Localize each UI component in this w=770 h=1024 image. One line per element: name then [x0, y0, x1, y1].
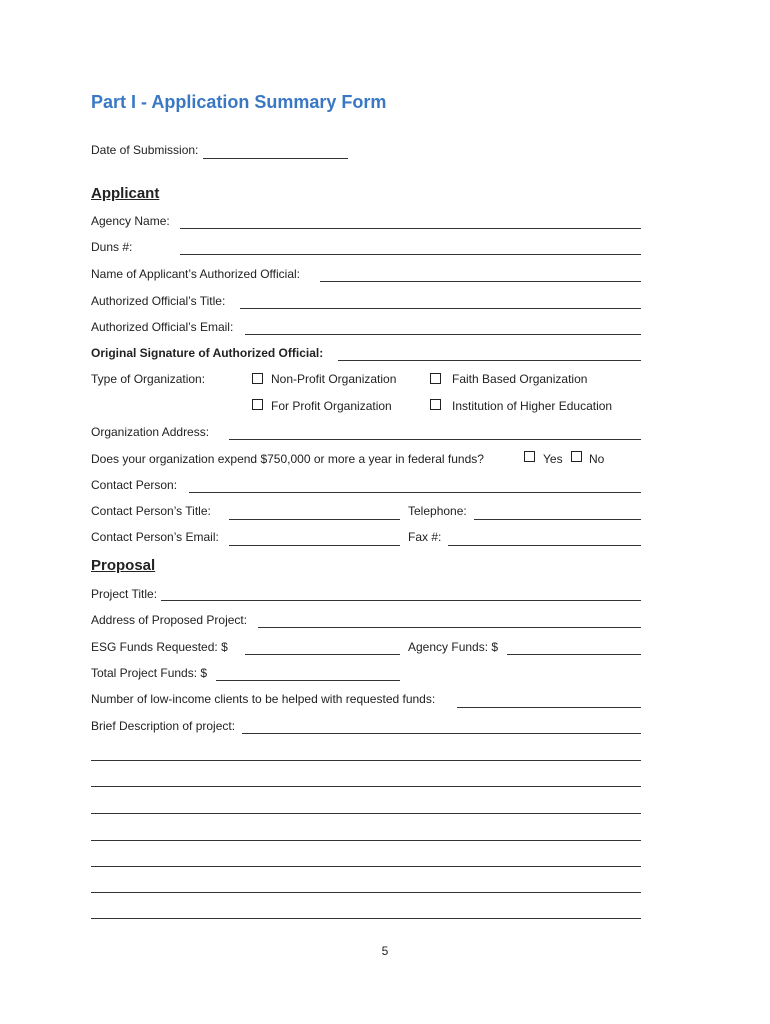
project-title-field[interactable]	[161, 600, 641, 601]
fax-field[interactable]	[448, 545, 641, 546]
page-number: 5	[381, 944, 389, 958]
proposal-heading: Proposal	[91, 557, 156, 574]
contact-person-field[interactable]	[189, 492, 641, 493]
clients-label: Number of low-income clients to be helped with requested funds:	[91, 692, 436, 706]
yes-label: Yes	[543, 452, 563, 466]
applicant-heading: Applicant	[91, 185, 160, 202]
authorized-official-title-field[interactable]	[240, 308, 641, 309]
project-address-label: Address of Proposed Project:	[91, 613, 248, 627]
non-profit-label: Non-Profit Organization	[271, 372, 397, 386]
org-type-label: Type of Organization:	[91, 372, 206, 386]
duns-label: Duns #:	[91, 240, 133, 254]
contact-email-label: Contact Person’s Email:	[91, 530, 219, 544]
signature-label: Original Signature of Authorized Official:	[91, 346, 324, 360]
authorized-official-email-field[interactable]	[245, 334, 641, 335]
contact-person-label: Contact Person:	[91, 478, 178, 492]
description-line[interactable]	[91, 892, 641, 893]
project-title-label: Project Title:	[91, 587, 158, 601]
org-address-field[interactable]	[229, 439, 641, 440]
project-address-field[interactable]	[258, 627, 641, 628]
authorized-official-name-label: Name of Applicant’s Authorized Official:	[91, 267, 301, 281]
faith-based-label: Faith Based Organization	[452, 372, 588, 386]
fax-label: Fax #:	[408, 530, 442, 544]
description-line[interactable]	[91, 760, 641, 761]
contact-title-field[interactable]	[229, 519, 400, 520]
esg-funds-label: ESG Funds Requested: $	[91, 640, 228, 654]
clients-field[interactable]	[457, 707, 641, 708]
higher-education-label: Institution of Higher Education	[452, 399, 613, 413]
agency-funds-field[interactable]	[507, 654, 641, 655]
faith-based-checkbox[interactable]	[430, 373, 441, 384]
no-label: No	[589, 452, 605, 466]
agency-funds-label: Agency Funds: $	[408, 640, 499, 654]
signature-field[interactable]	[338, 360, 641, 361]
description-field[interactable]	[242, 733, 641, 734]
higher-education-checkbox[interactable]	[430, 399, 441, 410]
authorized-official-email-label: Authorized Official’s Email:	[91, 320, 234, 334]
page-title: Part I - Application Summary Form	[91, 92, 387, 112]
date-of-submission-field[interactable]	[203, 158, 348, 159]
total-funds-label: Total Project Funds: $	[91, 666, 208, 680]
description-line[interactable]	[91, 840, 641, 841]
duns-field[interactable]	[180, 254, 641, 255]
contact-title-label: Contact Person’s Title:	[91, 504, 211, 518]
telephone-label: Telephone:	[408, 504, 467, 518]
authorized-official-title-label: Authorized Official’s Title:	[91, 294, 226, 308]
federal-funds-question: Does your organization expend $750,000 or more a year in federal funds?	[91, 452, 484, 466]
total-funds-field[interactable]	[216, 680, 400, 681]
description-line[interactable]	[91, 813, 641, 814]
esg-funds-field[interactable]	[245, 654, 400, 655]
authorized-official-name-field[interactable]	[320, 281, 641, 282]
telephone-field[interactable]	[474, 519, 641, 520]
contact-email-field[interactable]	[229, 545, 400, 546]
org-address-label: Organization Address:	[91, 425, 210, 439]
description-line[interactable]	[91, 786, 641, 787]
description-line[interactable]	[91, 918, 641, 919]
for-profit-checkbox[interactable]	[252, 399, 263, 410]
description-line[interactable]	[91, 866, 641, 867]
yes-checkbox[interactable]	[524, 451, 535, 462]
date-of-submission-label: Date of Submission:	[91, 143, 199, 157]
agency-name-label: Agency Name:	[91, 214, 170, 228]
agency-name-field[interactable]	[180, 228, 641, 229]
description-label: Brief Description of project:	[91, 719, 236, 733]
no-checkbox[interactable]	[571, 451, 582, 462]
non-profit-checkbox[interactable]	[252, 373, 263, 384]
for-profit-label: For Profit Organization	[271, 399, 392, 413]
